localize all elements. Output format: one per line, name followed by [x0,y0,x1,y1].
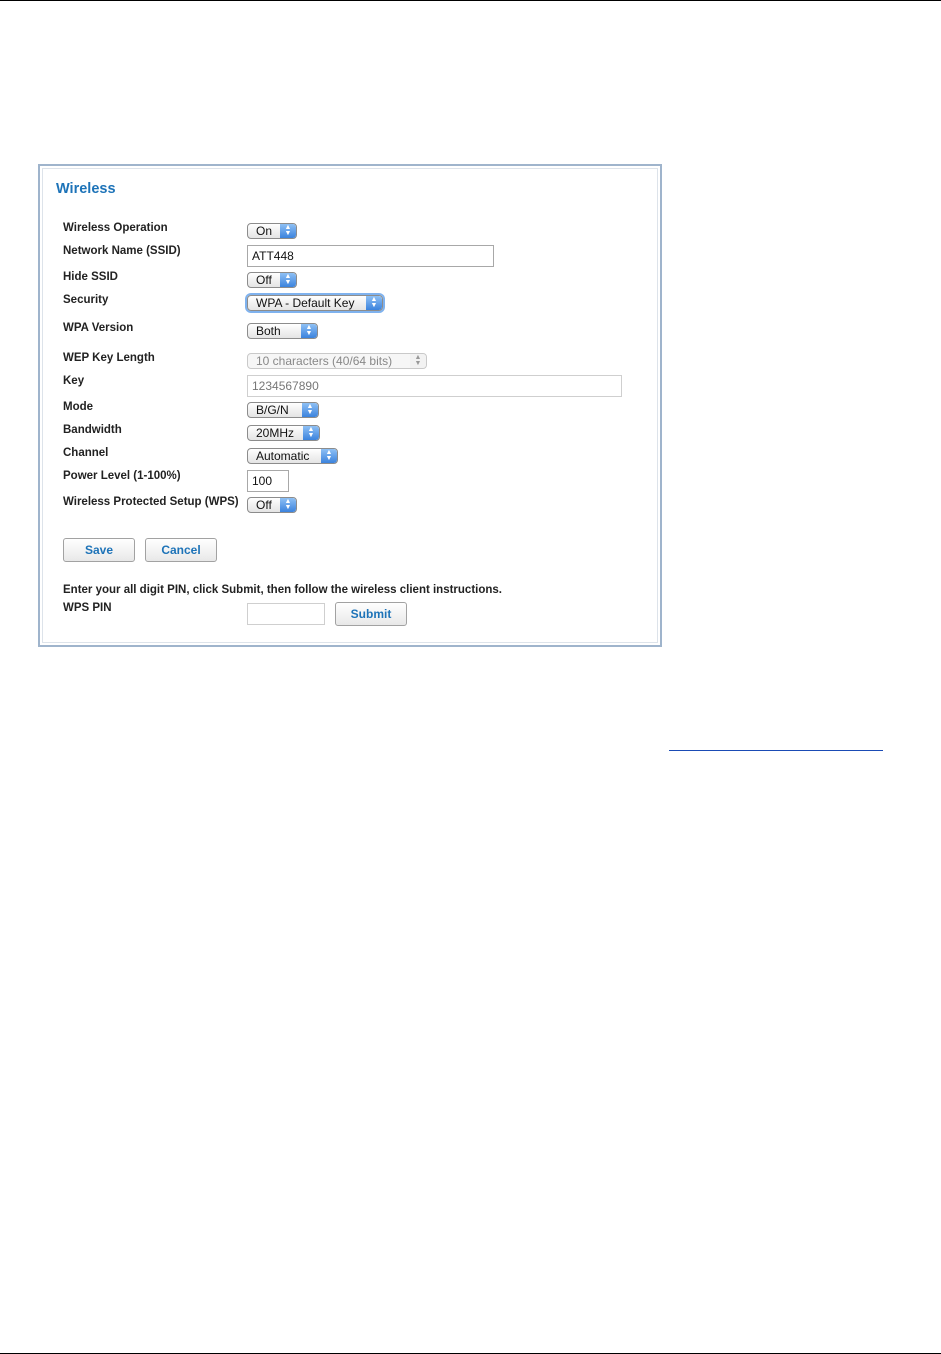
hide-ssid-select[interactable] [247,272,297,288]
save-button[interactable]: Save [63,538,135,562]
panel-title: Wireless [56,181,116,197]
key-input[interactable]: 1234567890 [247,375,622,397]
mode-select[interactable] [247,402,319,418]
wep-key-length-label: WEP Key Length [63,352,155,364]
hide-ssid-label: Hide SSID [63,271,118,283]
link-underline[interactable] [669,750,883,751]
wps-label: Wireless Protected Setup (WPS) [63,496,239,508]
channel-label: Channel [63,447,109,459]
mode-label: Mode [63,401,94,413]
wps-pin-instruction: Enter your all digit PIN, click Submit, then follow the wireless client instructions. [63,584,502,596]
hide-ssid-value: Off [256,273,272,287]
chevron-up-down-icon: ▲ ▼ [303,426,319,440]
bandwidth-label: Bandwidth [63,424,122,436]
power-level-input[interactable]: 100 [247,470,289,492]
wpa-version-value: Both [256,324,281,338]
chevron-up-down-icon: ▲ ▼ [321,449,337,463]
ssid-input[interactable]: ATT448 [247,245,494,267]
wps-pin-input[interactable] [247,603,325,625]
chevron-up-down-icon: ▲ ▼ [301,324,317,338]
wireless-operation-value: On [256,224,273,238]
wps-select[interactable] [247,497,297,513]
bandwidth-value: 20MHz [256,426,295,440]
wps-value: Off [256,498,272,512]
wireless-panel [38,164,662,647]
wep-key-length-select[interactable] [247,353,427,369]
top-rule [0,0,941,1]
wps-pin-label: WPS PIN [63,602,112,614]
submit-button[interactable]: Submit [335,602,407,626]
security-value: WPA - Default Key [256,296,355,310]
chevron-up-down-icon: ▲ ▼ [366,296,382,310]
chevron-up-down-icon: ▲ ▼ [280,224,296,238]
wpa-version-label: WPA Version [63,322,134,334]
wireless-operation-label: Wireless Operation [63,222,168,234]
bandwidth-select[interactable] [247,425,320,441]
chevron-up-down-icon: ▲ ▼ [302,403,318,417]
channel-select[interactable] [247,448,338,464]
wpa-version-select[interactable] [247,323,318,339]
key-label: Key [63,375,85,387]
chevron-up-down-icon: ▲ ▼ [410,354,426,368]
chevron-up-down-icon: ▲ ▼ [280,273,296,287]
power-level-label: Power Level (1-100%) [63,470,181,482]
ssid-label: Network Name (SSID) [63,245,181,257]
channel-value: Automatic [256,449,310,463]
chevron-up-down-icon: ▲ ▼ [280,498,296,512]
cancel-button[interactable]: Cancel [145,538,217,562]
security-select[interactable] [247,295,383,311]
wep-key-length-value: 10 characters (40/64 bits) [256,354,393,368]
security-label: Security [63,294,109,306]
wireless-operation-select[interactable] [247,223,297,239]
mode-value: B/G/N [256,403,289,417]
